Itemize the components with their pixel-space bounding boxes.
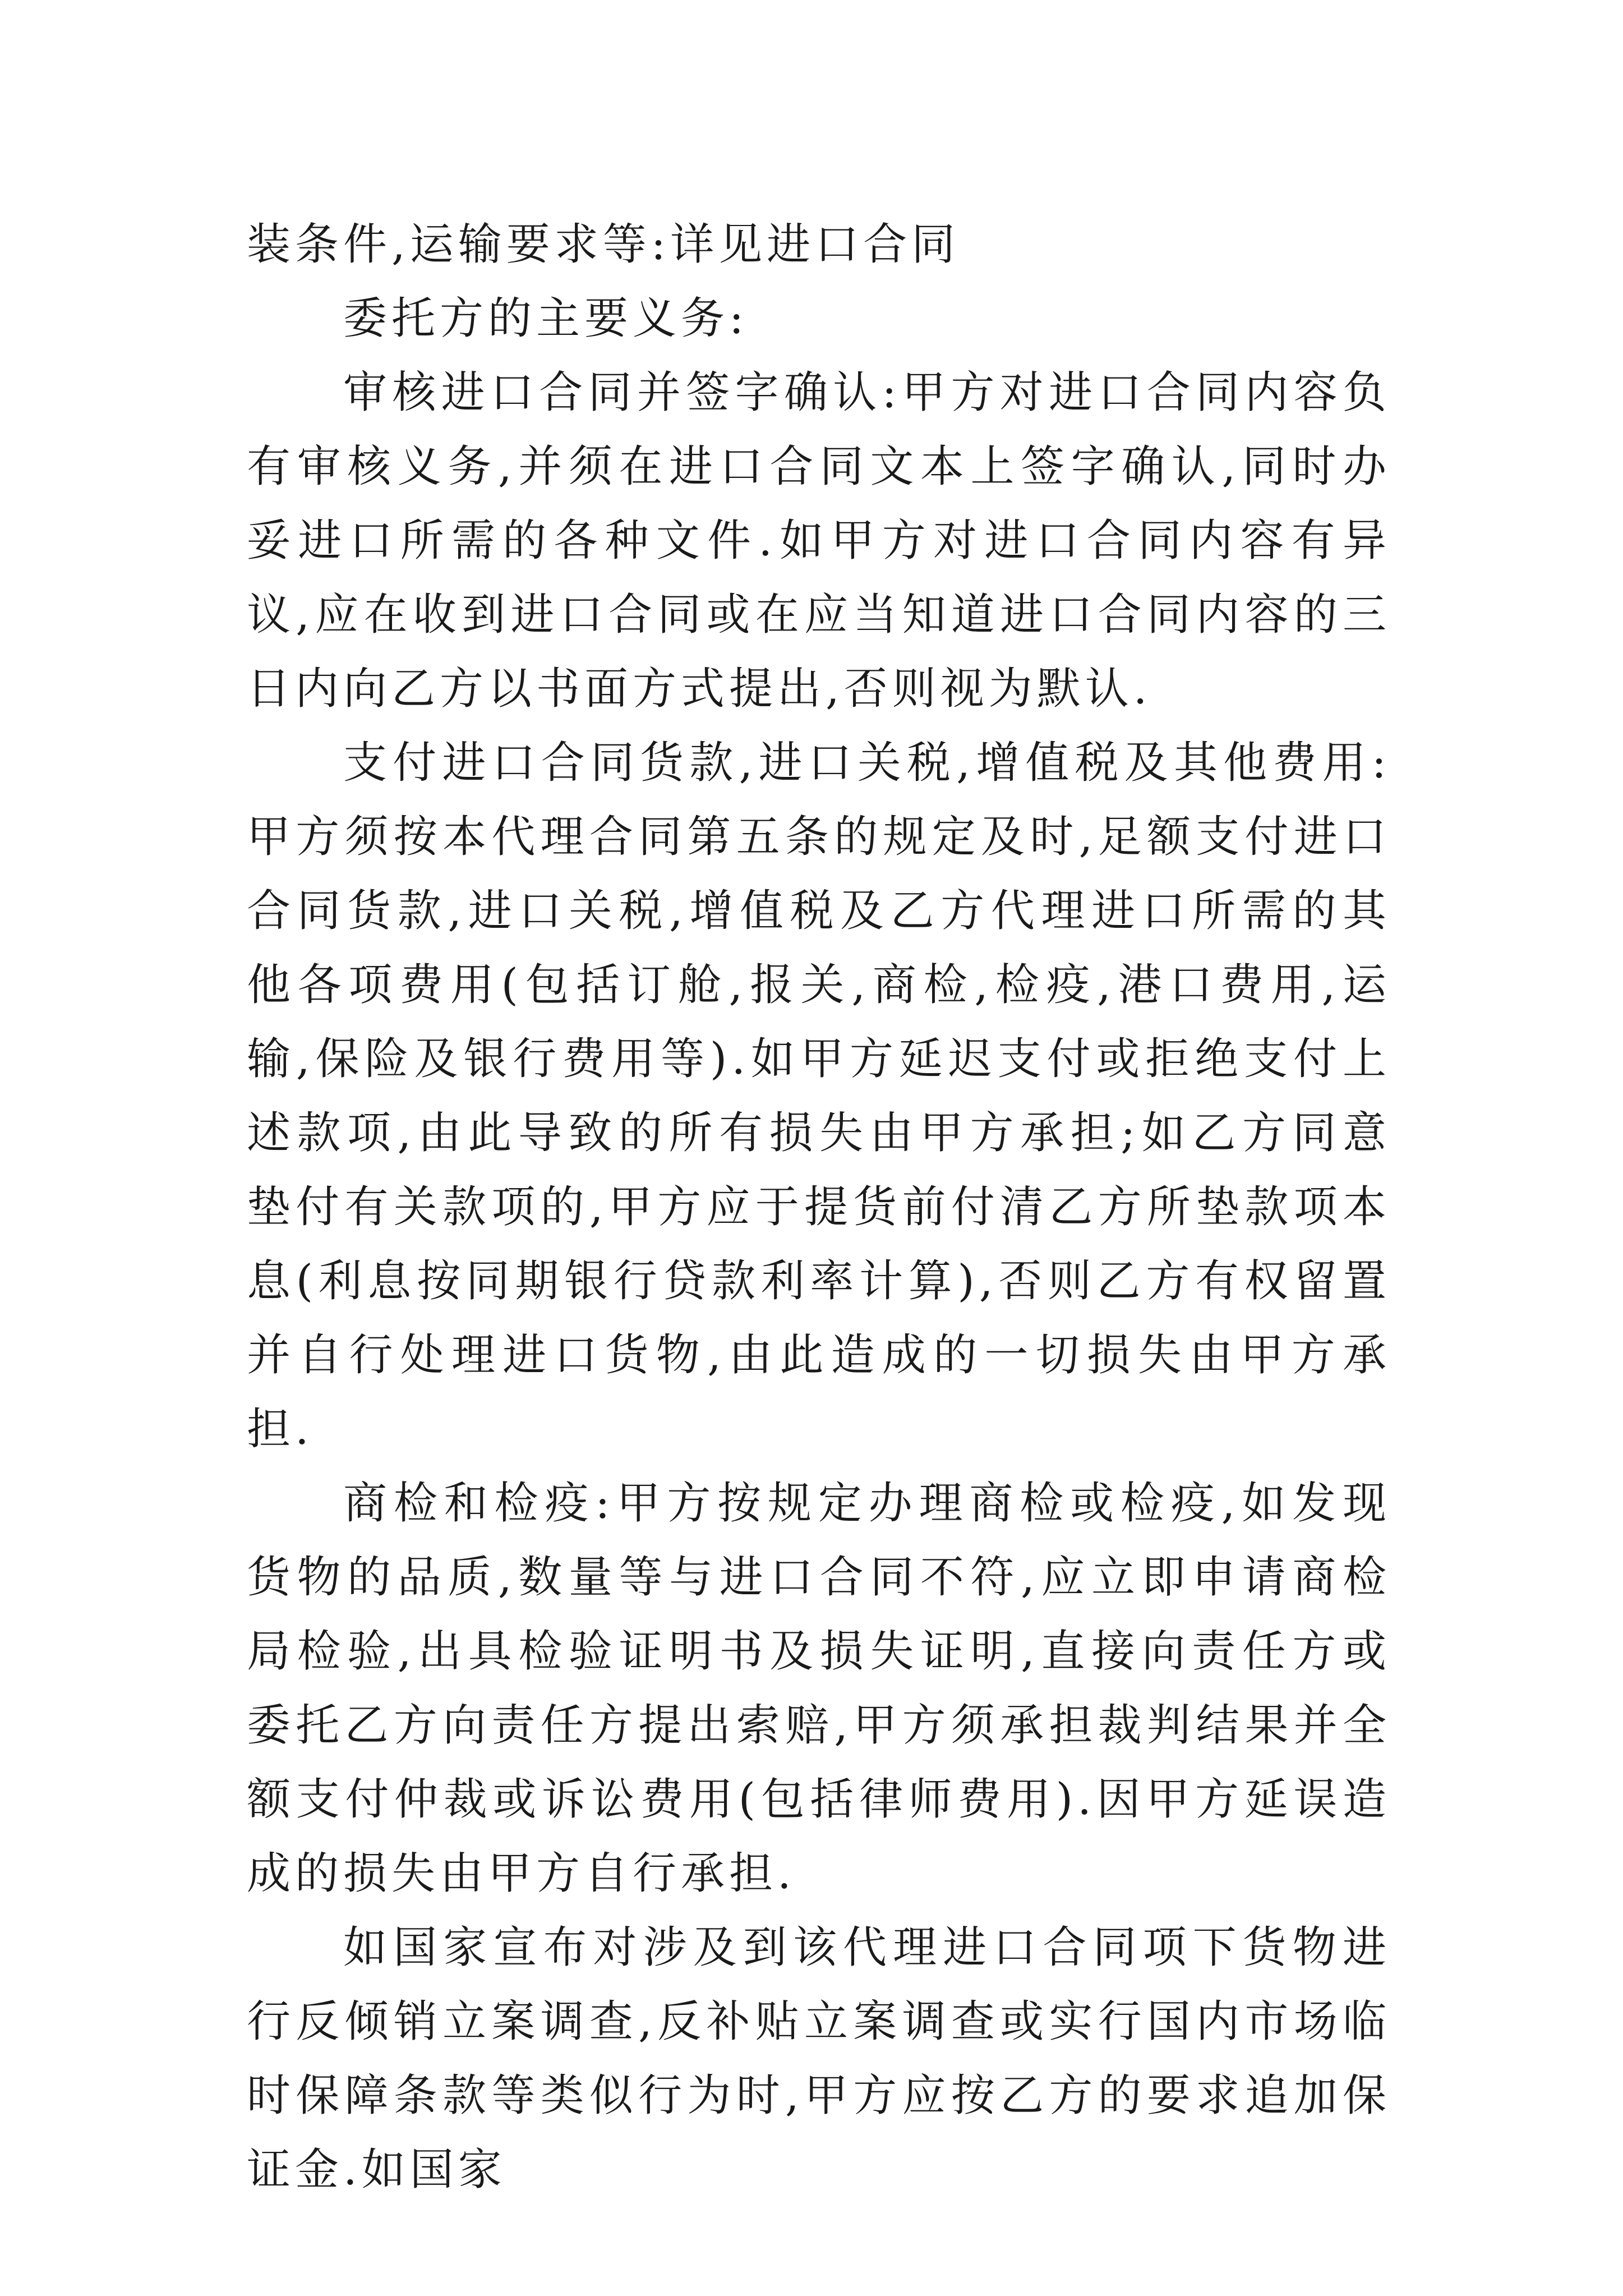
paragraph-inspection: 商检和检疫:甲方按规定办理商检或检疫,如发现货物的品质,数量等与进口合同不符,应立即申请商检局检验,出具检验证明书及损失证明,直接向责任方或委托乙方向责任方提出索赔,甲方须承担裁判结果并全额支付仲裁或诉讼费用(包括律师费用).因甲方延误造成的损失由甲方自行承担. [247,1478,1391,1899]
document-body [247,208,1391,2207]
paragraph-payment: 支付进口合同货款,进口关税,增值税及其他费用:甲方须按本代理合同第五条的规定及时,足额支付进口合同货款,进口关税,增值税及乙方代理进口所需的其他各项费用(包括订舱,报关,商检,检疫,港口费用,运输,保险及银行费用等).如甲方延迟支付或拒绝支付上述款项,由此导致的所有损失由甲方承担;如乙方同意垫付有关款项的,甲方应于提货前付清乙方所垫款项本息(利息按同期银行贷款利率计算),否则乙方有权留置并自行处理进口货物,由此造成的一切损失由甲方承担. [247,738,1391,1455]
paragraph-heading-obligations: 委托方的主要义务: [343,293,749,344]
paragraph-anti-dumping: 如国家宣布对涉及到该代理进口合同项下货物进行反倾销立案调查,反补贴立案调查或实行国内市场临时保障条款等类似行为时,甲方应按乙方的要求追加保证金.如国家 [247,1922,1391,2195]
paragraph-continuation: 装条件,运输要求等:详见进口合同 [247,219,960,270]
paragraph-contract-review: 审核进口合同并签字确认:甲方对进口合同内容负有审核义务,并须在进口合同文本上签字确认,同时办妥进口所需的各种文件.如甲方对进口合同内容有异议,应在收到进口合同或在应当知道进口合同内容的三日内向乙方以书面方式提出,否则视为默认. [247,367,1391,714]
